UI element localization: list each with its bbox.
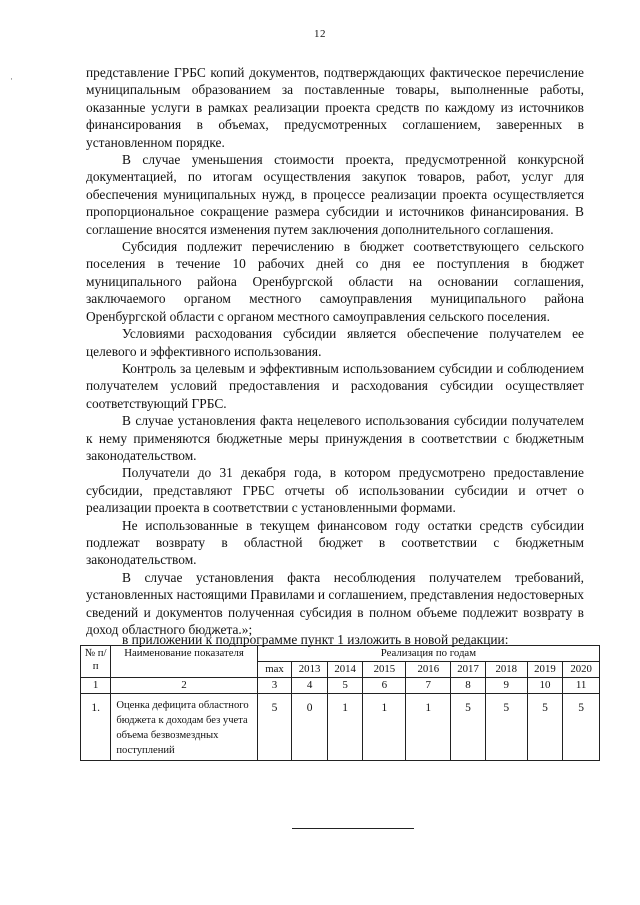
value-cell: 5 <box>485 694 527 761</box>
row-number: 1. <box>81 694 111 761</box>
paragraph: Не использованные в текущем финансовом году остатки средств субсидии подлежат возврату в областной бюджет в соответствии с бюджетным законодательством. <box>86 517 584 568</box>
column-numbers-row <box>81 678 600 694</box>
column-number: 1 <box>81 678 111 694</box>
column-header: 2013 <box>292 662 328 678</box>
body-text <box>86 64 584 638</box>
value-cell: 1 <box>327 694 363 761</box>
value-cell: 5 <box>563 694 600 761</box>
column-header: max <box>257 662 292 678</box>
column-header: 2016 <box>406 662 451 678</box>
column-number: 2 <box>111 678 257 694</box>
value-cell: 0 <box>292 694 328 761</box>
column-header: 2015 <box>363 662 406 678</box>
paragraph: представление ГРБС копий документов, подтверждающих фактическое перечисление муниципальным образованием за поставленные товары, выполненные работы, оказанные услуги в рамках реализации проекта средств по каждому из источников финансирования в объемах, предусмотренных соглашением, заверенных в установленном порядке. <box>86 65 584 150</box>
value-cell: 1 <box>406 694 451 761</box>
column-header: 2014 <box>327 662 363 678</box>
paragraph: Контроль за целевым и эффективным использованием субсидии и соблюдением получателем условий предоставления и расходования субсидии осуществляет соответствующий ГРБС. <box>86 360 584 411</box>
column-number: 7 <box>406 678 451 694</box>
header-number: № п/п <box>81 646 111 678</box>
appendix-intro: в приложении к подпрограмме пункт 1 изложить в новой редакции: <box>122 632 509 647</box>
table-row <box>81 694 600 761</box>
value-cell: 5 <box>527 694 563 761</box>
end-divider <box>292 828 414 829</box>
column-number: 5 <box>327 678 363 694</box>
header-indicator-name: Наименование показателя <box>111 646 257 678</box>
indicator-name: Оценка дефицита областного бюджета к доходам без учета объема безвозмездных поступлений <box>111 694 257 761</box>
column-number: 6 <box>363 678 406 694</box>
paragraph: В случае уменьшения стоимости проекта, предусмотренной конкурсной документацией, по итогам осуществления закупок товаров, работ, услуг для обеспечения муниципальных нужд, в процессе реализации проекта осуществляется пропорциональное сокращение размера субсидии и источников финансирования. В соглашение вносятся изменения путем заключения дополнительного соглашения. <box>86 152 584 237</box>
paragraph: В случае установления факта несоблюдения получателем требований, установленных настоящими Правилами и соглашением, представления недостоверных сведений и документов полученная субсидия в полном объеме подлежит возврату в доход областного бюджета.»; <box>86 569 584 637</box>
paragraph: Субсидия подлежит перечислению в бюджет соответствующего сельского поселения в течение 10 рабочих дней со дня ее поступления в бюджет муниципального района Оренбургской области на основании соглашения, заключаемого органом местного самоуправления муниципального района Оренбургской области с органом местного самоуправления сельского поселения. <box>86 239 584 324</box>
paragraph: В случае установления факта нецелевого использования субсидии получателем к нему применяются бюджетные меры принуждения в соответствии с бюджетным законодательством. <box>86 413 584 463</box>
value-cell: 5 <box>451 694 486 761</box>
paragraph: Получатели до 31 декабря года, в котором предусмотрено предоставление субсидии, представляют ГРБС отчеты об использовании субсидии и отчет о реализации проекта в соответствии с установленными формами. <box>86 465 584 516</box>
column-number: 11 <box>563 678 600 694</box>
column-header: 2018 <box>485 662 527 678</box>
value-cell: 1 <box>363 694 406 761</box>
indicators-table <box>80 645 600 761</box>
column-header: 2020 <box>563 662 600 678</box>
header-years: Реализация по годам <box>257 646 599 662</box>
column-number: 9 <box>485 678 527 694</box>
column-number: 3 <box>257 678 292 694</box>
paragraph: Условиями расходования субсидии является обеспечение получателем ее целевого и эффективного использования. <box>86 326 584 359</box>
column-header: 2017 <box>451 662 486 678</box>
column-number: 4 <box>292 678 328 694</box>
column-header: 2019 <box>527 662 563 678</box>
page-number: 12 <box>314 28 326 40</box>
value-cell: 5 <box>257 694 292 761</box>
margin-mark: · <box>10 74 13 84</box>
column-number: 8 <box>451 678 486 694</box>
column-number: 10 <box>527 678 563 694</box>
